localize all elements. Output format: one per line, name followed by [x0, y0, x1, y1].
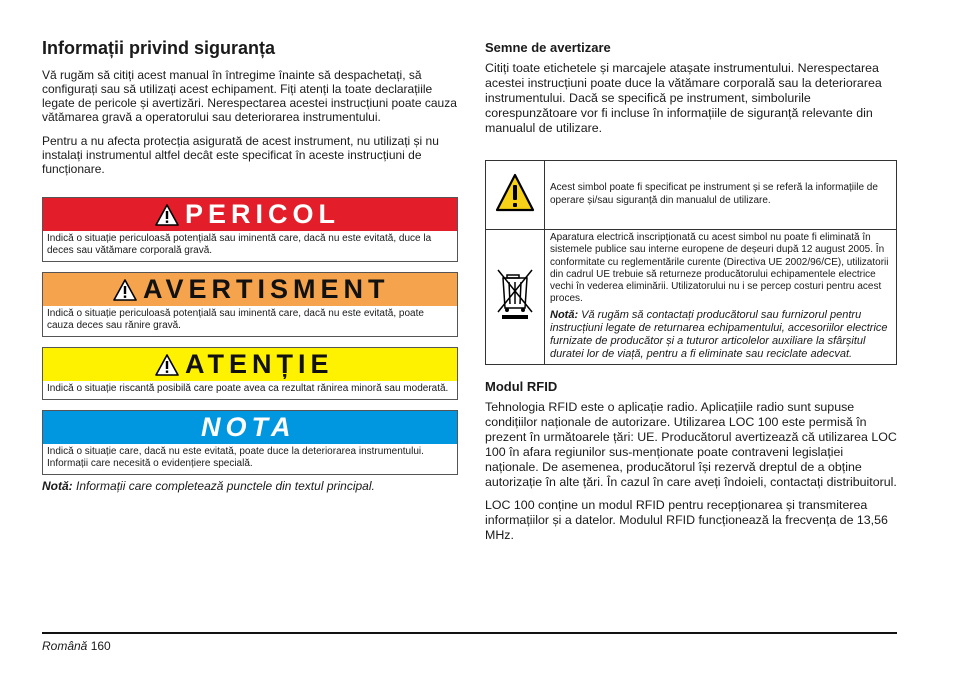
intro-paragraph-1: Vă rugăm să citiți acest manual în întregime înainte să despachetați, să configurați sau să utilizați acest echipament. Fiți atenți la toate declarațiile legate de pericole și avertizări. Nerespectarea acestei instrucțiuni poate cauza vătămarea gravă a operatorului sau deteriorarea instrumentului.	[42, 68, 457, 124]
page-footer	[42, 639, 111, 653]
note-label: Notă:	[42, 479, 73, 493]
weee-text: Aparatura electrică inscripționată cu acest simbol nu poate fi eliminată în sistemele publice sau interne europene de deșeuri după 12 august 2005. În conformitate cu reglementările curente (Directiva UE 2002/96/CE), utilizatorii din cadrul UE trebuie să returneze producătorului echipamentele electrice vechi în vederea eliminării. Utilizatorului nu i se percep costuri pentru acest proces.	[550, 232, 889, 305]
hazard-warning-banner	[43, 273, 457, 306]
hazard-warning	[42, 272, 458, 337]
crossed-out-bin-icon	[494, 266, 536, 322]
intro-paragraph-2: Pentru a nu afecta protecția asigurată de acest instrument, nu utilizați și nu instalați instrumentul altfel decât este specificat în aceste instrucțiuni de funcționare.	[42, 134, 439, 176]
section-title: Informații privind siguranța	[42, 38, 276, 58]
rfid-paragraph-2: LOC 100 conține un modul RFID pentru recepționarea și transmiterea informațiilor și a datelor. Modulul RFID funcționează la frecvența de 13,56 MHz.	[485, 497, 888, 542]
table-row	[486, 230, 897, 365]
footer-divider	[42, 632, 897, 634]
symbol-icon-cell	[486, 161, 545, 230]
weee-note-label: Notă:	[550, 308, 579, 321]
symbol-description	[545, 230, 897, 365]
warning-triangle-icon	[113, 279, 137, 301]
signs-paragraph: Citiți toate etichetele și marcajele atașate instrumentului. Nerespectarea acestei instrucțiuni poate duce la vătămare corporală sau la deteriorarea instrumentului. Dacă se specifică pe instrument, simbolurile corespunzătoare vor fi incluse în informațiile de siguranță relevante din manualul de utilizare.	[485, 61, 882, 135]
warning-triangle-icon	[155, 204, 179, 226]
right-column	[485, 40, 897, 543]
left-column	[42, 38, 458, 493]
table-row	[486, 161, 897, 230]
hazard-danger-text: Indică o situație periculoasă potențială sau iminentă care, dacă nu este evitată, duce la deces sau vătămare corporală gravă.	[47, 233, 432, 256]
hazard-caution-text: Indică o situație riscantă posibilă care poate avea ca rezultat rănirea minoră sau moderată.	[47, 383, 449, 394]
hazard-danger	[42, 197, 458, 262]
hazard-notice-banner	[43, 411, 457, 444]
hazard-notice	[42, 410, 458, 475]
warning-triangle-icon	[495, 173, 535, 213]
hazard-danger-banner	[43, 198, 457, 231]
page-number: 160	[90, 639, 111, 653]
footer-language: Română	[42, 639, 88, 653]
weee-note	[550, 309, 891, 361]
signs-heading: Semne de avertizare	[485, 40, 611, 55]
symbols-table	[485, 160, 897, 365]
note-text: Informații care completează punctele din textul principal.	[76, 479, 375, 493]
hazard-danger-label: PERICOL	[185, 199, 341, 229]
symbol-description: Acest simbol poate fi specificat pe instrument și se referă la informațiile de operare și/sau siguranță din manualul de utilizare.	[545, 161, 897, 230]
weee-note-text: Vă rugăm să contactați producătorul sau furnizorul pentru instrucțiuni legate de returnarea echipamentului, accesoriilor electrice furnizate de producător și a tuturor articolelor auxiliare la sfârșitul duratei lor de viață, pentru a fi eliminate sau reciclate adecvat.	[550, 308, 888, 360]
hazard-notice-text: Indică o situație care, dacă nu este evitată, poate duce la deteriorarea instrumentului. Informații care necesită o evidențiere specială.	[47, 446, 424, 469]
hazard-warning-label: AVERTISMENT	[143, 274, 390, 304]
rfid-heading: Modul RFID	[485, 378, 558, 394]
note-line	[42, 479, 458, 493]
hazard-caution-label: ATENȚIE	[185, 349, 334, 379]
hazard-caution	[42, 347, 458, 400]
hazard-caution-banner	[43, 348, 457, 381]
warning-triangle-icon	[155, 354, 179, 376]
hazard-warning-text: Indică o situație periculoasă potențială sau iminentă care, dacă nu este evitată, poate cauza deces sau rănire gravă.	[47, 308, 424, 331]
symbol-icon-cell	[486, 230, 545, 365]
hazard-notice-label: NOTA	[201, 412, 296, 442]
rfid-paragraph-1: Tehnologia RFID este o aplicație radio. Aplicațiile radio sunt supuse condițiilor naționale de autorizare. Utilizarea LOC 100 este permisă în prezent în următoarele țări: UE. Producătorul avertizează că utilizarea LOC 100 în afara regiunilor sus-menționate poate contraveni legislației naționale. De asemenea, producătorul își rezervă dreptul de a obține autorizație în alte țări. În cazul în care aveți îndoieli, contactați distribuitorul.	[485, 399, 897, 489]
